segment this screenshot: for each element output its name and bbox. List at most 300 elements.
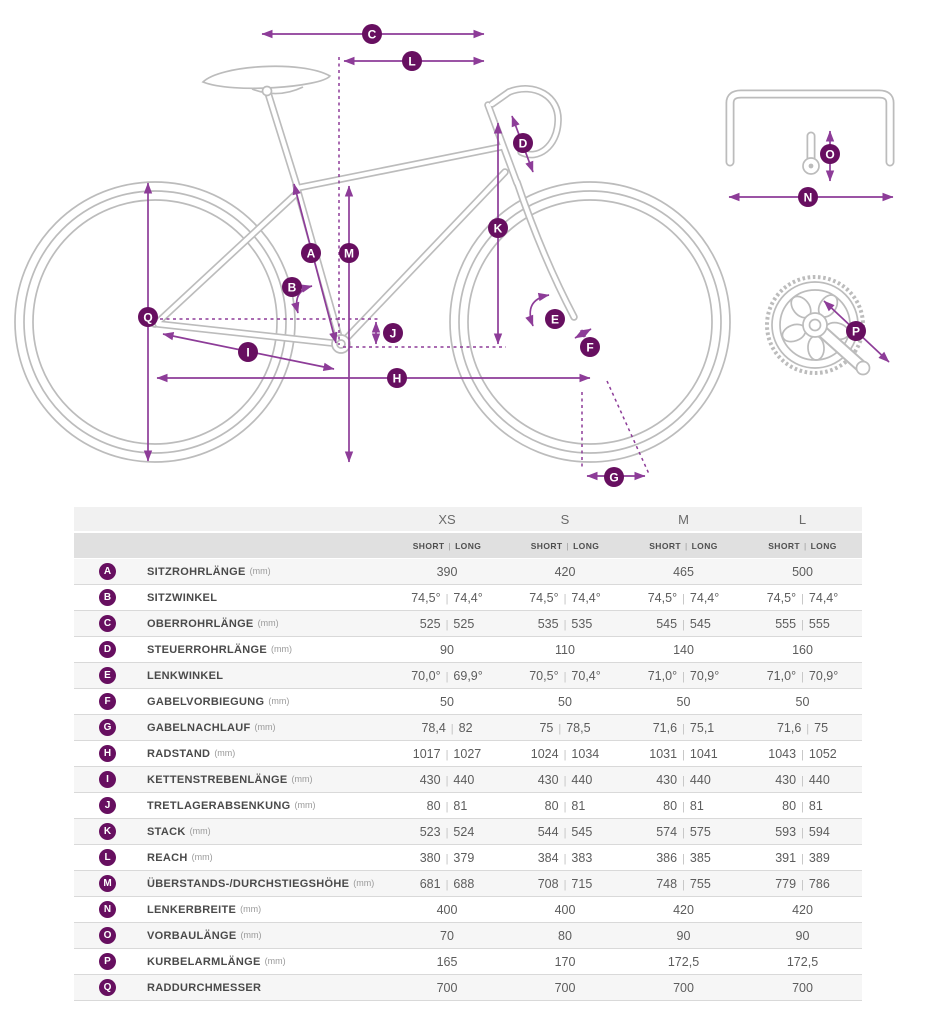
- value-cell: [506, 637, 624, 663]
- row-header-cell: [74, 715, 388, 741]
- value-cell: [743, 715, 862, 741]
- row-header-cell: [74, 663, 388, 689]
- row-header-cell: [74, 923, 388, 949]
- row-label: KETTENSTREBENLÄNGE: [147, 773, 288, 786]
- svg-text:F: F: [586, 340, 594, 355]
- value-separator: |: [563, 878, 567, 891]
- row-badge: D: [99, 641, 116, 658]
- row-unit: (mm): [254, 722, 276, 733]
- value: 172,5: [667, 954, 700, 969]
- value-cell: [624, 845, 743, 871]
- row-label: REACH: [147, 851, 188, 864]
- row-badge: P: [99, 953, 116, 970]
- value-cell: [743, 559, 862, 585]
- value-separator: |: [445, 592, 449, 605]
- value: 1043: [768, 746, 797, 761]
- row-label: VORBAULÄNGE: [147, 929, 237, 942]
- value: 71,6: [776, 720, 802, 735]
- value: 544: [537, 824, 559, 839]
- table-row: [74, 897, 862, 923]
- corner-cell: [74, 507, 388, 532]
- svg-text:H: H: [392, 371, 402, 386]
- row-header-cell: [74, 559, 388, 585]
- value-cell: [743, 975, 862, 1001]
- value: 390: [436, 564, 458, 579]
- value: 420: [554, 564, 576, 579]
- value: 525: [419, 616, 441, 631]
- row-unit: (mm): [249, 566, 271, 577]
- value-cell: [506, 585, 624, 611]
- badge-L: [402, 51, 422, 71]
- row-unit: (mm): [291, 774, 313, 785]
- value-cell: [743, 767, 862, 793]
- value-separator: |: [682, 852, 685, 865]
- bike-side-view-figure: [15, 66, 730, 462]
- value: 74,4°: [808, 590, 839, 605]
- value-cell: [624, 585, 743, 611]
- value: 78,5: [566, 720, 591, 735]
- value-cell: [624, 819, 743, 845]
- row-header-cell: [74, 975, 388, 1001]
- value: 140: [673, 642, 694, 657]
- value-separator: |: [682, 618, 685, 631]
- table-row: [74, 767, 862, 793]
- badge-F: [580, 337, 600, 357]
- badge-N: [798, 187, 818, 207]
- value-cell: [743, 819, 862, 845]
- value-cell: [388, 897, 506, 923]
- value: 70: [440, 928, 454, 943]
- value-cell: [506, 715, 624, 741]
- value: 555: [775, 616, 797, 631]
- size-header-xs: XS: [388, 507, 506, 532]
- variant-header: SHORT | LONG: [743, 532, 862, 559]
- value: 700: [436, 980, 458, 995]
- value-cell: [506, 559, 624, 585]
- value-cell: [388, 741, 506, 767]
- value: 440: [571, 772, 593, 787]
- row-badge: Q: [99, 979, 116, 996]
- row-badge: N: [99, 901, 116, 918]
- value: 90: [795, 928, 810, 943]
- table-row: [74, 663, 862, 689]
- row-badge: E: [99, 667, 116, 684]
- value-cell: [388, 663, 506, 689]
- row-unit: (mm): [353, 878, 375, 889]
- value: 75: [539, 720, 554, 735]
- badge-E: [545, 309, 565, 329]
- value: 779: [775, 876, 797, 891]
- value-cell: [506, 923, 624, 949]
- row-header-cell: [74, 767, 388, 793]
- row-badge: J: [99, 797, 116, 814]
- value: 74,4°: [453, 590, 483, 605]
- value: 160: [792, 642, 813, 657]
- value-cell: [743, 663, 862, 689]
- value-separator: |: [445, 670, 449, 683]
- row-label: LENKERBREITE: [147, 903, 237, 916]
- svg-text:K: K: [493, 221, 503, 236]
- value: 575: [689, 824, 711, 839]
- row-unit: (mm): [264, 956, 286, 967]
- geometry-diagram-svg: [0, 0, 936, 502]
- svg-text:N: N: [803, 190, 813, 205]
- value: 430: [419, 772, 441, 787]
- value: 524: [453, 824, 475, 839]
- value-cell: [624, 741, 743, 767]
- value-separator: |: [445, 800, 449, 813]
- value: 70,4°: [571, 668, 601, 683]
- table-row: [74, 715, 862, 741]
- row-header-cell: [74, 637, 388, 663]
- row-badge: O: [99, 927, 116, 944]
- variant-header: SHORT | LONG: [624, 532, 743, 559]
- value-cell: [743, 611, 862, 637]
- row-badge: A: [99, 563, 116, 580]
- value-cell: [624, 611, 743, 637]
- row-label: TRETLAGERABSENKUNG: [147, 799, 291, 812]
- value: 1017: [412, 746, 441, 761]
- value-cell: [506, 949, 624, 975]
- row-unit: (mm): [271, 644, 293, 655]
- badge-G: [604, 467, 624, 487]
- svg-text:E: E: [550, 312, 560, 327]
- value: 594: [808, 824, 830, 839]
- value-cell: [506, 741, 624, 767]
- svg-text:P: P: [851, 324, 861, 339]
- row-badge: I: [99, 771, 116, 788]
- table-row: [74, 741, 862, 767]
- value: 81: [571, 798, 586, 813]
- size-header-row: [74, 507, 862, 532]
- value-cell: [743, 741, 862, 767]
- row-unit: (mm): [240, 904, 262, 915]
- value-cell: [743, 637, 862, 663]
- value: 440: [689, 772, 711, 787]
- value: 389: [808, 850, 830, 865]
- value: 593: [775, 824, 797, 839]
- variant-header-row: [74, 532, 862, 559]
- value-cell: [743, 845, 862, 871]
- row-unit: (mm): [268, 696, 290, 707]
- value-cell: [388, 923, 506, 949]
- value: 380: [419, 850, 441, 865]
- value: 50: [558, 694, 572, 709]
- row-label: GABELVORBIEGUNG: [147, 695, 265, 708]
- value-separator: |: [563, 748, 567, 761]
- value-cell: [743, 871, 862, 897]
- value-cell: [624, 637, 743, 663]
- value-separator: |: [801, 670, 804, 683]
- value: 90: [440, 642, 454, 657]
- badge-I: [238, 342, 258, 362]
- value: 1031: [649, 746, 678, 761]
- value: 1024: [530, 746, 559, 761]
- value: 81: [689, 798, 704, 813]
- value-cell: [388, 819, 506, 845]
- value: 110: [555, 642, 575, 657]
- value-cell: [624, 715, 743, 741]
- value-separator: |: [682, 878, 685, 891]
- table-row: [74, 585, 862, 611]
- table-row: [74, 871, 862, 897]
- value-separator: |: [682, 748, 685, 761]
- svg-text:L: L: [408, 54, 416, 69]
- value-separator: |: [563, 800, 567, 813]
- row-header-cell: [74, 793, 388, 819]
- value: 379: [453, 850, 475, 865]
- value-cell: [388, 871, 506, 897]
- value: 385: [689, 850, 711, 865]
- value: 386: [656, 850, 678, 865]
- table-row: [74, 637, 862, 663]
- value-separator: |: [801, 800, 804, 813]
- value-separator: |: [563, 592, 567, 605]
- row-header-cell: [74, 845, 388, 871]
- value-separator: |: [563, 618, 567, 631]
- value: 555: [808, 616, 830, 631]
- value-separator: |: [563, 826, 567, 839]
- table-row: [74, 689, 862, 715]
- value-cell: [624, 897, 743, 923]
- value: 535: [571, 616, 593, 631]
- badge-C: [362, 24, 382, 44]
- value: 1052: [808, 746, 837, 761]
- row-badge: M: [99, 875, 116, 892]
- value-cell: [388, 949, 506, 975]
- row-unit: (mm): [257, 618, 279, 629]
- value: 82: [458, 720, 473, 735]
- value-separator: |: [682, 826, 685, 839]
- value: 75,1: [689, 720, 715, 735]
- value: 80: [426, 798, 441, 813]
- svg-text:J: J: [389, 326, 397, 341]
- table-row: [74, 559, 862, 585]
- value: 786: [808, 876, 830, 891]
- value-separator: |: [801, 592, 804, 605]
- value-cell: [624, 793, 743, 819]
- badge-A: [301, 243, 321, 263]
- table-row: [74, 819, 862, 845]
- row-label: STACK: [147, 825, 186, 838]
- value: 400: [554, 902, 576, 917]
- value: 170: [554, 954, 576, 969]
- value-cell: [388, 975, 506, 1001]
- value: 165: [436, 954, 458, 969]
- value-cell: [506, 793, 624, 819]
- value-separator: |: [563, 774, 567, 787]
- value-separator: |: [806, 722, 810, 735]
- value-cell: [743, 949, 862, 975]
- value-cell: [506, 767, 624, 793]
- value-separator: |: [445, 748, 449, 761]
- value: 545: [689, 616, 711, 631]
- value: 545: [656, 616, 678, 631]
- value: 430: [656, 772, 678, 787]
- svg-text:M: M: [344, 246, 354, 261]
- value-cell: [388, 559, 506, 585]
- value-cell: [743, 689, 862, 715]
- arrow-fork-offset-F: [575, 329, 591, 338]
- value: 440: [808, 772, 830, 787]
- value-separator: |: [445, 826, 449, 839]
- value-separator: |: [445, 852, 449, 865]
- row-header-cell: [74, 611, 388, 637]
- badge-J: [383, 323, 403, 343]
- value: 74,4°: [571, 590, 601, 605]
- value: 78,4: [421, 720, 446, 735]
- value: 81: [808, 798, 823, 813]
- value: 81: [453, 798, 468, 813]
- arrow-seat-tube-A: [294, 184, 336, 343]
- value-cell: [388, 637, 506, 663]
- value: 700: [554, 980, 576, 995]
- value: 70,9°: [689, 668, 720, 683]
- value: 74,5°: [766, 590, 797, 605]
- svg-text:O: O: [825, 147, 835, 162]
- value-separator: |: [445, 878, 449, 891]
- row-unit: (mm): [189, 826, 211, 837]
- variant-header: SHORT | LONG: [388, 532, 506, 559]
- value: 80: [558, 928, 572, 943]
- value-separator: |: [563, 670, 567, 683]
- value-cell: [506, 871, 624, 897]
- value-cell: [624, 975, 743, 1001]
- value-cell: [506, 897, 624, 923]
- value-separator: |: [801, 878, 804, 891]
- value-cell: [743, 923, 862, 949]
- value: 465: [673, 564, 694, 579]
- row-badge: H: [99, 745, 116, 762]
- svg-text:B: B: [287, 280, 297, 295]
- row-header-cell: [74, 819, 388, 845]
- geometry-diagram: [0, 0, 936, 502]
- value-separator: |: [682, 722, 685, 735]
- value-cell: [388, 767, 506, 793]
- row-label: SITZWINKEL: [147, 591, 218, 604]
- value: 50: [795, 694, 810, 709]
- row-header-cell: [74, 897, 388, 923]
- value: 1041: [689, 746, 718, 761]
- value: 80: [663, 798, 678, 813]
- svg-text:G: G: [609, 470, 619, 485]
- value-cell: [624, 871, 743, 897]
- value-cell: [388, 585, 506, 611]
- value-cell: [506, 663, 624, 689]
- value: 1034: [571, 746, 600, 761]
- row-label: KURBELARMLÄNGE: [147, 955, 261, 968]
- table-row: [74, 611, 862, 637]
- size-header-l: L: [743, 507, 862, 532]
- value: 430: [775, 772, 797, 787]
- value-cell: [624, 663, 743, 689]
- value-cell: [506, 975, 624, 1001]
- value: 70,0°: [411, 668, 441, 683]
- value: 74,5°: [529, 590, 559, 605]
- value: 71,0°: [766, 668, 797, 683]
- value: 500: [792, 564, 813, 579]
- value-cell: [506, 689, 624, 715]
- svg-text:I: I: [246, 345, 250, 360]
- value-separator: |: [445, 618, 449, 631]
- value: 383: [571, 850, 593, 865]
- badge-H: [387, 368, 407, 388]
- value-cell: [624, 559, 743, 585]
- row-header-cell: [74, 871, 388, 897]
- value-separator: |: [682, 800, 685, 813]
- size-header-s: S: [506, 507, 624, 532]
- value-cell: [388, 793, 506, 819]
- row-label: RADDURCHMESSER: [147, 981, 262, 994]
- value: 420: [792, 902, 813, 917]
- row-label: GABELNACHLAUF: [147, 721, 251, 734]
- value: 535: [537, 616, 559, 631]
- value-separator: |: [558, 722, 562, 735]
- value: 1027: [453, 746, 482, 761]
- value: 74,5°: [411, 590, 441, 605]
- value: 748: [656, 876, 678, 891]
- badge-K: [488, 218, 508, 238]
- row-label: RADSTAND: [147, 747, 211, 760]
- row-label: OBERROHRLÄNGE: [147, 617, 254, 630]
- size-header-m: M: [624, 507, 743, 532]
- value-separator: |: [682, 592, 685, 605]
- value-cell: [624, 689, 743, 715]
- value: 384: [537, 850, 559, 865]
- value: 70,9°: [808, 668, 839, 683]
- value-cell: [506, 845, 624, 871]
- value-separator: |: [563, 852, 567, 865]
- value: 69,9°: [453, 668, 483, 683]
- svg-text:A: A: [306, 246, 316, 261]
- value: 700: [673, 980, 694, 995]
- badge-B: [282, 277, 302, 297]
- svg-text:D: D: [518, 136, 528, 151]
- badge-D: [513, 133, 533, 153]
- value: 688: [453, 876, 475, 891]
- svg-text:Q: Q: [143, 310, 153, 325]
- value-cell: [624, 767, 743, 793]
- row-unit: (mm): [294, 800, 316, 811]
- value-cell: [506, 611, 624, 637]
- value: 715: [571, 876, 593, 891]
- value: 74,5°: [647, 590, 678, 605]
- value: 80: [544, 798, 559, 813]
- value: 525: [453, 616, 475, 631]
- saddle: [203, 66, 330, 95]
- badge-P: [846, 321, 866, 341]
- geometry-table: [74, 507, 862, 1001]
- badge-Q: [138, 307, 158, 327]
- table-row: [74, 923, 862, 949]
- row-badge: K: [99, 823, 116, 840]
- value: 420: [673, 902, 694, 917]
- value-separator: |: [445, 774, 449, 787]
- row-header-cell: [74, 585, 388, 611]
- table-row: [74, 975, 862, 1001]
- handlebar-top-view-figure: [730, 94, 890, 174]
- row-label: ÜBERSTANDS-/DURCHSTIEGSHÖHE: [147, 877, 350, 890]
- row-badge: G: [99, 719, 116, 736]
- row-unit: (mm): [214, 748, 236, 759]
- value: 574: [656, 824, 678, 839]
- value: 440: [453, 772, 475, 787]
- row-unit: (mm): [240, 930, 262, 941]
- value-cell: [388, 611, 506, 637]
- value: 75: [814, 720, 829, 735]
- value-separator: |: [450, 722, 454, 735]
- value-separator: |: [801, 618, 804, 631]
